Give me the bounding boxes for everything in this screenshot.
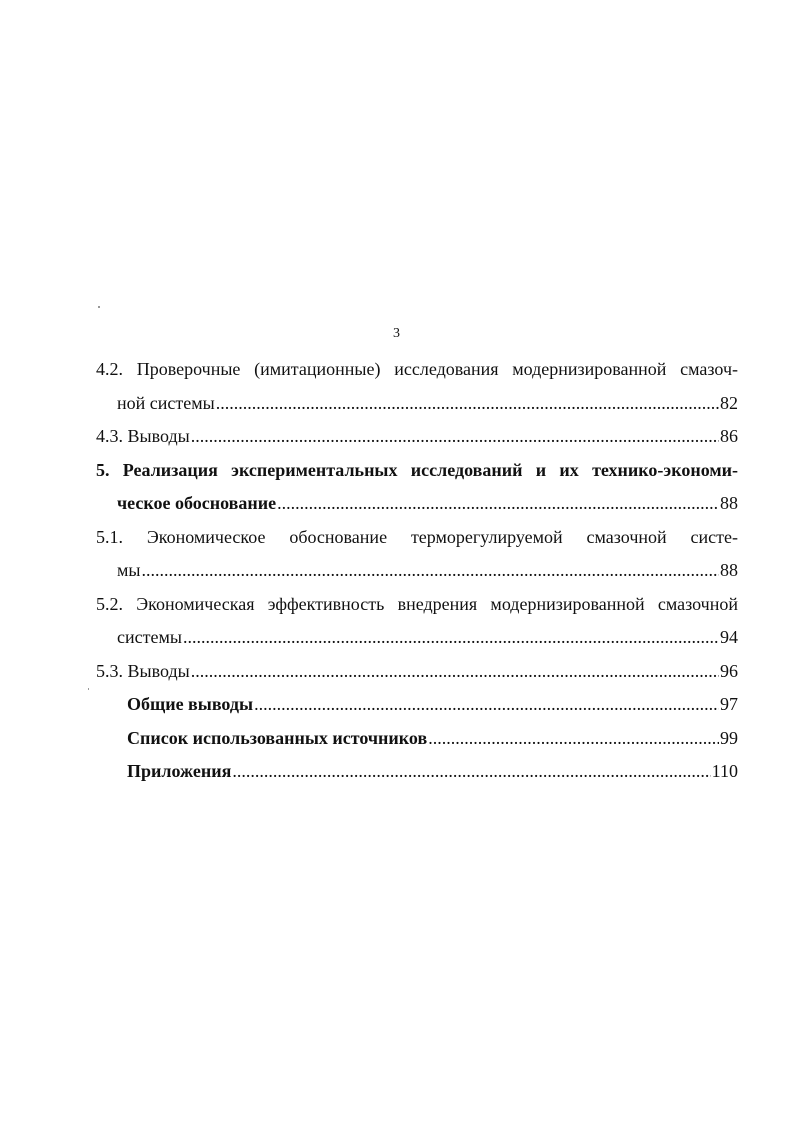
- toc-entry-5-line1: 5. Реализация экспериментальных исследований и их технико-экономи-: [96, 459, 738, 480]
- dot-leader: [141, 558, 719, 582]
- scan-speck: [98, 306, 100, 308]
- toc-entry-4-3: [96, 424, 738, 458]
- toc-entry-5-2-line2: [96, 625, 738, 659]
- toc-entry-text: системы: [117, 627, 182, 647]
- toc-entry-4-2-line1: 4.2. Проверочные (имитационные) исследования модернизированной смазоч-: [96, 359, 738, 379]
- toc-entry-4-2-line2: [96, 391, 738, 425]
- toc-entry-text: Приложения: [127, 761, 232, 781]
- toc-page-number: 110: [711, 761, 738, 781]
- toc-page-number: 88: [720, 493, 738, 513]
- dot-leader: [277, 491, 719, 515]
- toc-page-number: 97: [720, 694, 738, 714]
- toc-page-number: 82: [720, 392, 738, 413]
- toc-entry-text: 5.3. Выводы: [96, 660, 190, 681]
- toc-entry-references: [96, 726, 738, 760]
- dot-leader: [191, 424, 719, 448]
- dot-leader: [254, 692, 719, 716]
- dot-leader: [183, 625, 719, 649]
- toc-page-number: 96: [720, 660, 738, 681]
- toc-entry-text: Список использованных источников: [127, 727, 428, 748]
- toc-entry-general-conclusions: [96, 692, 738, 726]
- scan-speck: [88, 688, 89, 690]
- toc-entry-text: ческое обоснование: [117, 493, 277, 513]
- toc-page-number: 88: [720, 560, 738, 580]
- toc-entry-5-2-line1: 5.2. Экономическая эффективность внедрения модернизированной смазочной: [96, 593, 738, 614]
- dot-leader: [232, 759, 710, 783]
- dot-leader: [428, 726, 719, 750]
- toc-entry-5-3: [96, 659, 738, 693]
- toc-entry-text: 4.3. Выводы: [96, 426, 190, 446]
- toc-entry-5-1-line1: 5.1. Экономическое обоснование терморегулируемой смазочной систе-: [96, 526, 738, 547]
- toc-entry-text: ной системы: [117, 392, 215, 413]
- toc-entry-text: Общие выводы: [127, 694, 254, 714]
- toc-entry-5-line2: [96, 491, 738, 525]
- toc-entry-appendices: [96, 759, 738, 793]
- dot-leader: [216, 391, 719, 415]
- toc-entry-text: мы: [117, 560, 141, 580]
- toc-page-number: 86: [720, 426, 738, 446]
- toc-entry-5-1-line2: [96, 558, 738, 592]
- toc-page-number: 99: [720, 727, 738, 748]
- table-of-contents: [96, 357, 738, 793]
- toc-page-number: 94: [720, 627, 738, 647]
- page-number: 3: [393, 326, 400, 341]
- dot-leader: [191, 659, 719, 683]
